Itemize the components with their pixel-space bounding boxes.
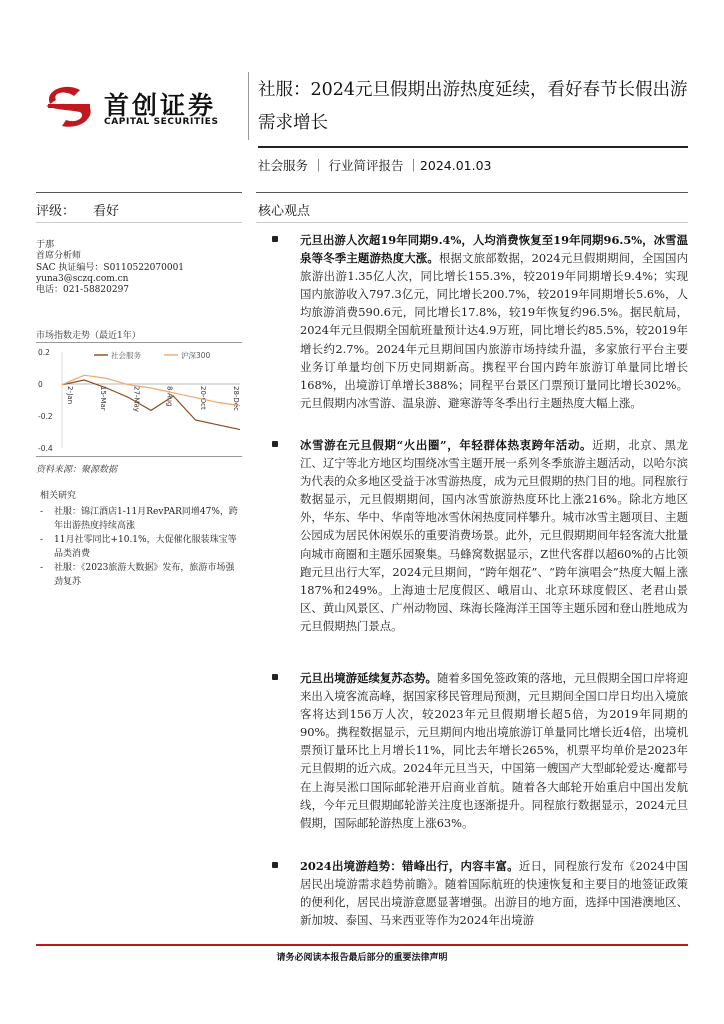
x-tick-label: 8-Aug — [165, 386, 174, 407]
logo-text-en: CAPITAL SECURITIES — [104, 117, 219, 127]
x-tick-label: 20-Oct — [198, 386, 207, 410]
paragraph-body: 根据文旅部数据，2024元旦假期期间，全国国内旅游出游1.35亿人次，同比增长155.3%，较2019年同期增长9.4%；实现国内旅游收入797.3亿元，同比增长200.7%，较2019年同期增长5.6%，人均旅游消费590.6元，同比增长17.8%，较19年恢复约96.5%。据民航局，2024年元旦假期全国航班量预计达4.9万班，同比增长约85.5%，较2019年增长约2.7%。2024年元旦期间国内旅游市场持续升温，多家旅行平台主要业务订单量均创下历史同期新高。携程平台国内跨年旅游订单量同比增长168%，出境游订单增长388%；同程平台景区门票预订量同比增长302%。元旦假期内冰雪游、温泉游、避寒游等冬季出行主题热度大幅上涨。 — [300, 251, 688, 410]
related-item[interactable] — [36, 506, 242, 536]
y-tick-label: 0.2 — [38, 348, 50, 357]
series-line-csi300 — [62, 375, 240, 405]
sidebar-rule-2 — [36, 222, 242, 223]
logo-text-cn: 首创证券 — [104, 91, 217, 120]
core-point-2 — [266, 436, 688, 664]
chart-source: 资料来源：聚源数据 — [36, 465, 118, 475]
rating-label: 评级： — [36, 204, 76, 219]
analyst-sac: SAC 执证编号：S0110522070001 — [36, 262, 185, 273]
rating — [36, 200, 119, 219]
paragraph-lead: 元旦出游人次超19年同期9.4%，人均消费恢复至19年同期96.5%，冰雪温泉等冬季主题游热度大涨。 — [300, 233, 688, 266]
related-item-text: 11月社零同比+10.1%，大促催化服装珠宝等品类消费 — [54, 535, 237, 559]
x-tick-label: 28-Dec — [232, 386, 240, 411]
bullet-icon — [272, 674, 278, 680]
report-title: 社服：2024元旦假期出游热度延续，看好春节长假出游需求增长 — [258, 80, 688, 133]
x-tick-label: 2-Jan — [66, 386, 74, 405]
paragraph-lead: 元旦出境游延续复苏态势。 — [300, 671, 437, 685]
y-tick-label: -0.4 — [38, 444, 53, 453]
main-rule-2 — [256, 222, 688, 223]
paragraph-text — [300, 669, 688, 832]
paragraph-body: 近期，北京、黑龙江、辽宁等北方地区均围绕冰雪主题开展一系列冬季旅游主题活动，以哈尔滨为代表的众多地区受益于冰雪游热度，成为元旦假期的热门目的地。同程旅行数据显示，元旦假期期间，国内冰雪旅游热度环比上涨216%。除北方地区外，华东、华中、华南等地冰雪休闲热度同样攀升。城市冰雪主题项目、主题公园成为居民休闲娱乐的重要消费场景。此外，元旦假期期间年轻客流大批量向城市商圈和主题乐园聚集。马蜂窝数据显示，Z世代客群以超60%的占比领跑元旦出行大军，2024元旦期间，“跨年烟花”、“跨年演唱会”热度大幅上涨187%和249%。上海迪士尼度假区、峨眉山、北京环球度假区、老君山景区、黄山风景区、广州动物园、珠海长隆海洋王国等主题乐园和登山胜地成为元旦假期热门景点。 — [300, 438, 688, 633]
paragraph-text — [300, 231, 688, 412]
chart-title-rule — [36, 342, 242, 343]
related-item[interactable] — [36, 562, 242, 592]
x-tick-label: 15-Mar — [99, 386, 108, 411]
related-item-text: 社服：《2023旅游大数据》发布，旅游市场强劲复苏 — [54, 563, 235, 587]
y-tick-label: 0 — [38, 380, 43, 389]
bullet-icon — [272, 236, 278, 242]
footer-rule — [36, 944, 688, 946]
analyst-role: 首席分析师 — [36, 251, 82, 262]
paragraph-body: 近日，同程旅行发布《2024中国居民出境游需求趋势前瞻》。随着国际航班的快速恢复和主要目的地签证政策的便利化，居民出境游意愿显著增强。出游目的地方面，选择中国港澳地区、新加坡、泰国、马来西亚等作为2024年出境游 — [300, 859, 688, 928]
bullet-icon: - — [40, 535, 44, 545]
legend-label: 社会服务 — [111, 351, 141, 360]
chart-bottom-rule — [36, 456, 242, 457]
title-rule — [258, 146, 688, 148]
analyst-email: yuna3@sczq.com.cn — [36, 273, 129, 284]
bullet-icon: - — [40, 507, 44, 517]
chart-title: 市场指数走势（最近1年） — [36, 331, 141, 341]
bullet-icon — [272, 862, 278, 868]
analyst-info — [36, 240, 184, 296]
analyst-phone: 电话：021-58820297 — [36, 285, 130, 296]
related-item-text: 社服：锦江酒店1-11月RevPAR同增47%，跨年出游热度持续高涨 — [54, 507, 238, 531]
sidebar-rule — [36, 192, 242, 193]
y-tick-label: -0.2 — [38, 412, 53, 421]
bullet-icon: - — [40, 563, 44, 573]
report-subtitle: 社会服务 ｜ 行业简评报告 ｜2024.01.03 — [258, 158, 492, 173]
legal-footer: 请务必阅读本报告最后部分的重要法律声明 — [276, 953, 448, 963]
legend-label: 沪深300 — [181, 351, 211, 360]
paragraph-body: 随着多国免签政策的落地，元旦假期全国口岸将迎来出入境客流高峰，据国家移民管理局预测，元旦期间全国口岸日均出入境旅客将达到156万人次，较2023年元旦假期增长超5倍，为2019年同期的90%。携程数据显示，元旦期间内地出境旅游订单量同比增长近4倍，出境机票预订量环比上月增长11%，同比去年增长265%，机票平均单价是2023年元旦假期的近六成。2024年元旦当天，中国第一艘国产大型邮轮爱达·魔都号在上海吴淞口国际邮轮港开启商业首航。随着各大邮轮开始重启中国出发航线，今年元旦假期邮轮游关注度也逐渐提升。同程旅行数据显示，2024元旦假期，国际邮轮游热度上涨63%。 — [300, 671, 688, 830]
core-point-4 — [266, 857, 688, 937]
paragraph-text — [300, 857, 688, 929]
x-tick-label: 27-May — [132, 386, 141, 412]
rating-value: 看好 — [93, 204, 120, 219]
logo-mark-icon — [40, 84, 96, 130]
related-title: 相关研究 — [40, 491, 77, 501]
bullet-icon — [272, 441, 278, 447]
core-views-title: 核心观点 — [258, 204, 311, 219]
related-item[interactable] — [36, 534, 242, 564]
core-point-3 — [266, 669, 688, 853]
header-divider — [248, 72, 249, 140]
paragraph-lead: 2024出境游趋势：错峰出行，内容丰富。 — [300, 859, 519, 873]
core-point-1 — [266, 231, 688, 421]
company-logo — [40, 84, 240, 134]
paragraph-lead: 冰雪游在元旦假期“火出圈”，年轻群体热衷跨年活动。 — [300, 438, 593, 452]
analyst-name: 于那 — [36, 240, 55, 250]
paragraph-text — [300, 436, 688, 635]
main-rule — [256, 192, 688, 193]
chart-plot — [36, 346, 242, 454]
